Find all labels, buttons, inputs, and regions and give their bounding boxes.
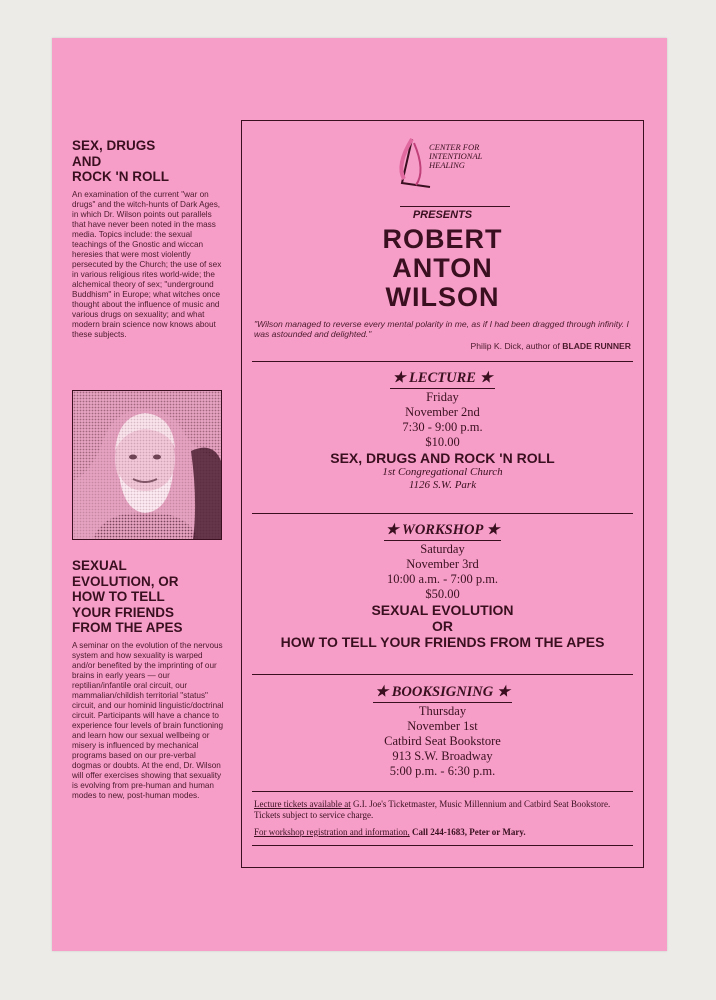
divider xyxy=(252,674,633,675)
tickets-rest: G.I. Joe's Ticketmaster, Music Millennium and Catbird Seat Bookstore. Tickets subject to service charge. xyxy=(254,799,611,820)
lecture-address: 1126 S.W. Park xyxy=(408,479,477,491)
lecture-day: Friday xyxy=(426,390,459,404)
tickets-lead: Lecture tickets available at xyxy=(254,799,351,809)
booksigning-time: 5:00 p.m. - 6:30 p.m. xyxy=(389,764,496,778)
tickets-info xyxy=(254,799,631,821)
workshop-time: 10:00 a.m. - 7:00 p.m. xyxy=(386,572,499,586)
event-box xyxy=(241,120,644,868)
lecture-title: ★ LECTURE ★ xyxy=(390,370,494,389)
logo-mark-icon xyxy=(392,135,432,191)
logo-line: HEALING xyxy=(429,160,465,170)
author-photo xyxy=(72,390,222,540)
booksigning-section xyxy=(242,683,643,779)
registration-phone: Call 244-1683, Peter or Mary. xyxy=(409,827,526,837)
divider xyxy=(252,513,633,514)
divider xyxy=(252,845,633,846)
booksigning-address: 913 S.W. Broadway xyxy=(392,749,493,763)
left-section-sex-drugs xyxy=(72,138,224,340)
attribution-book: BLADE RUNNER xyxy=(562,341,631,351)
left-body-1: An examination of the current "war on drugs" and the witch-hunts of Dark Ages, in which Dr. Wilson points out parallels that have never been noted in the mass media. Topics include: the sexual teachings of the Gnostic and wiccan heresies that were most violently persecuted by the Church; the use of sex in various religious rites world-wide; the alchemical theory of sex; "underground Buddhism" in Europe; what witches once thought about the influence of music and various drugs on sexuality; and what modern brain science now knows about these subjects. xyxy=(72,189,222,339)
lecture-section xyxy=(242,369,643,492)
lecture-topic: SEX, DRUGS AND ROCK 'N ROLL xyxy=(330,450,555,466)
center-logo xyxy=(392,135,502,193)
heading-line: ROCK 'N ROLL xyxy=(72,169,169,184)
name-line: ANTON xyxy=(392,253,493,283)
name-line: WILSON xyxy=(385,282,500,312)
flyer-sheet xyxy=(52,38,667,951)
workshop-topic-line: HOW TO TELL YOUR FRIENDS FROM THE APES xyxy=(280,634,605,650)
workshop-day: Saturday xyxy=(420,542,465,556)
workshop-topic-line: OR xyxy=(432,618,453,634)
workshop-topic-line: SEXUAL EVOLUTION xyxy=(371,602,514,618)
divider xyxy=(252,791,633,792)
name-line: ROBERT xyxy=(382,224,503,254)
logo-line: INTENTIONAL xyxy=(429,151,483,161)
logo-line: CENTER FOR xyxy=(429,142,480,152)
attribution-prefix: Philip K. Dick, author of xyxy=(470,341,563,351)
portrait-halftone xyxy=(73,391,221,539)
heading-line: YOUR FRIENDS xyxy=(72,604,175,620)
left-section-sexual-evolution xyxy=(72,558,224,801)
quote-attribution xyxy=(471,341,631,351)
logo-underline xyxy=(400,206,510,207)
lecture-time: 7:30 - 9:00 p.m. xyxy=(402,420,483,434)
heading-line: SEX, DRUGS xyxy=(72,138,156,153)
lecture-price: $10.00 xyxy=(425,435,460,449)
logo-text xyxy=(429,143,482,170)
lecture-date: November 2nd xyxy=(405,405,480,419)
booksigning-date: November 1st xyxy=(407,719,478,733)
left-body-2: A seminar on the evolution of the nervous system and how sexuality is warped and/or benefited by the imprinting of our brains in early years — our reptilian/infantile oral circuit, our mammalian/childish territorial "status" circuit, and our hominid linguistic/doctrinal circuit. Participants will have a chance to experience four levels of brain functioning and learn how our sexual wellbeing or misery is influenced by mechanical programs based on our pre-verbal dogmas or doubts. At the end, Dr. Wilson will offer exercises showing that sexuality is evolving from pre-human and human modes to new, post-human modes. xyxy=(72,640,224,800)
workshop-date: November 3rd xyxy=(406,557,479,571)
heading-line: AND xyxy=(72,153,102,169)
workshop-title: ★ WORKSHOP ★ xyxy=(384,522,502,541)
heading-line: EVOLUTION, OR xyxy=(72,573,179,589)
heading-line: HOW TO TELL xyxy=(72,589,165,604)
left-heading-1 xyxy=(72,138,224,185)
presents-label: PRESENTS xyxy=(412,209,473,221)
heading-line: FROM THE APES xyxy=(72,620,183,635)
divider xyxy=(252,361,633,362)
booksigning-venue: Catbird Seat Bookstore xyxy=(384,734,501,748)
registration-lead: For workshop registration and information, xyxy=(254,827,410,837)
booksigning-day: Thursday xyxy=(418,704,467,718)
left-heading-2 xyxy=(72,558,224,636)
workshop-price: $50.00 xyxy=(425,587,460,601)
booksigning-title: ★ BOOKSIGNING ★ xyxy=(373,684,512,703)
heading-line: SEXUAL xyxy=(72,558,127,573)
quote: "Wilson managed to reverse every mental polarity in me, as if I had been dragged through infinity. I was astounded and delighted." xyxy=(254,319,629,339)
registration-info xyxy=(254,827,631,838)
lecture-venue: 1st Congregational Church xyxy=(382,466,503,478)
workshop-section xyxy=(242,521,643,650)
speaker-name xyxy=(242,225,643,312)
